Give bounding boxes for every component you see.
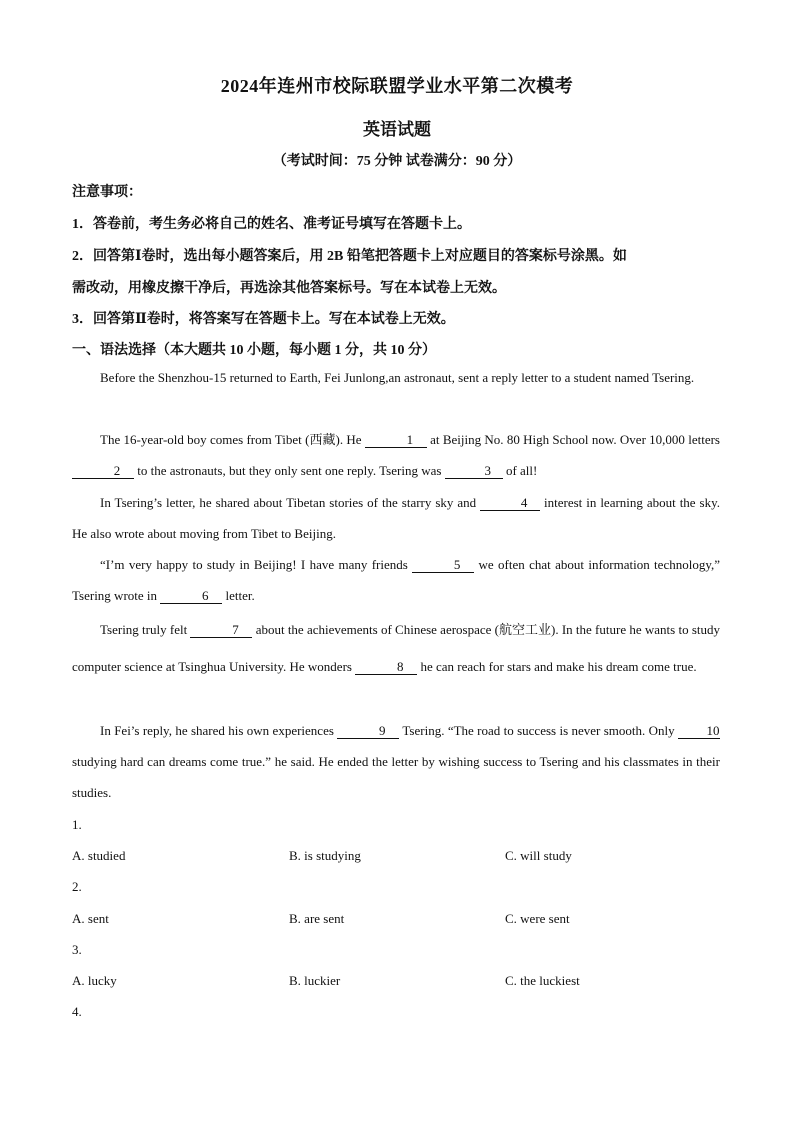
exam-info: （考试时间：75 分钟 试卷满分：90 分） xyxy=(272,154,522,169)
option-b[interactable]: B. are sent xyxy=(289,911,345,926)
passage-text: about the achievements of Chinese aerospace (航空工业). In the future he wants to study computer science at Tsinghua University. He wonders xyxy=(72,622,720,674)
answer-blank: 8 xyxy=(355,660,417,675)
question-number: 1. xyxy=(72,817,82,832)
passage-text: Tsering truly felt xyxy=(100,622,191,637)
passage-paragraph xyxy=(72,715,720,808)
passage-text: we often chat about information technology,” Tsering wrote in xyxy=(72,557,720,603)
passage-text: Before the Shenzhou-15 returned to Earth, Fei Junlong,an astronaut, sent a reply letter to a student named Tsering. xyxy=(100,370,695,385)
question-number: 2. xyxy=(72,879,82,894)
option-a[interactable]: A. studied xyxy=(72,848,126,863)
note-item: 1．答卷前，考生务必将自己的姓名、准考证号填写在答题卡上。 xyxy=(72,217,471,232)
subject-title: 英语试题 xyxy=(363,120,431,139)
option-b[interactable]: B. is studying xyxy=(289,848,361,863)
question-number: 3. xyxy=(72,942,82,957)
notes-heading: 注意事项： xyxy=(72,185,142,200)
answer-blank: 7 xyxy=(190,623,252,638)
option-c[interactable]: C. the luckiest xyxy=(505,973,580,988)
note-item: 2．回答第Ⅰ卷时，选出每小题答案后，用 2B 铅笔把答题卡上对应题目的答案标号涂黑。如 xyxy=(72,249,627,264)
passage-text: In Fei’s reply, he shared his own experiences xyxy=(100,723,338,738)
exam-title: 2024年连州市校际联盟学业水平第二次模考 xyxy=(220,76,574,96)
option-a[interactable]: A. lucky xyxy=(72,973,117,988)
passage-text: In Tsering’s letter, he shared about Tibetan stories of the starry sky and xyxy=(100,495,481,510)
option-c[interactable]: C. will study xyxy=(505,848,572,863)
note-item: 3．回答第Ⅱ卷时，将答案写在答题卡上。写在本试卷上无效。 xyxy=(72,312,455,327)
passage-text: of all! xyxy=(502,463,538,478)
answer-blank: 4 xyxy=(480,496,540,511)
note-item: 需改动，用橡皮擦干净后，再选涂其他答案标号。写在本试卷上无效。 xyxy=(72,281,506,296)
option-b[interactable]: B. luckier xyxy=(289,973,341,988)
passage-text: letter. xyxy=(222,588,255,603)
passage-paragraph xyxy=(72,487,720,549)
passage-text: he can reach for stars and make his dream come true. xyxy=(417,659,697,674)
passage-text: The 16-year-old boy comes from Tibet (西藏). He xyxy=(100,432,365,447)
answer-blank: 1 xyxy=(365,433,427,448)
passage-text: interest in learning about the sky. He also wrote about moving from Tibet to Beijing. xyxy=(72,495,720,541)
passage-paragraph xyxy=(72,611,720,685)
section-heading: 一、语法选择（本大题共 10 小题，每小题 1 分，共 10 分） xyxy=(72,343,436,358)
passage-text: at Beijing No. 80 High School now. Over 10,000 letters xyxy=(426,432,720,447)
answer-blank: 5 xyxy=(412,558,474,573)
answer-blank: 6 xyxy=(160,589,222,604)
answer-blank: 10 xyxy=(678,724,720,739)
passage-text: “I’m very happy to study in Beijing! I have many friends xyxy=(100,557,413,572)
passage-paragraph xyxy=(72,362,720,393)
answer-blank: 2 xyxy=(72,464,134,479)
passage-text: Tsering. “The road to success is never smooth. Only xyxy=(399,723,678,738)
option-a[interactable]: A. sent xyxy=(72,911,109,926)
answer-blank: 3 xyxy=(445,464,503,479)
passage-text: studying hard can dreams come true.” he said. He ended the letter by wishing success to Tsering and his classmates in their studies. xyxy=(72,754,720,800)
passage-paragraph xyxy=(72,424,720,486)
answer-blank: 9 xyxy=(337,724,399,739)
passage-text: to the astronauts, but they only sent one reply. Tsering was xyxy=(134,463,445,478)
question-number: 4. xyxy=(72,1004,82,1019)
passage-paragraph xyxy=(72,549,720,611)
option-c[interactable]: C. were sent xyxy=(505,911,570,926)
